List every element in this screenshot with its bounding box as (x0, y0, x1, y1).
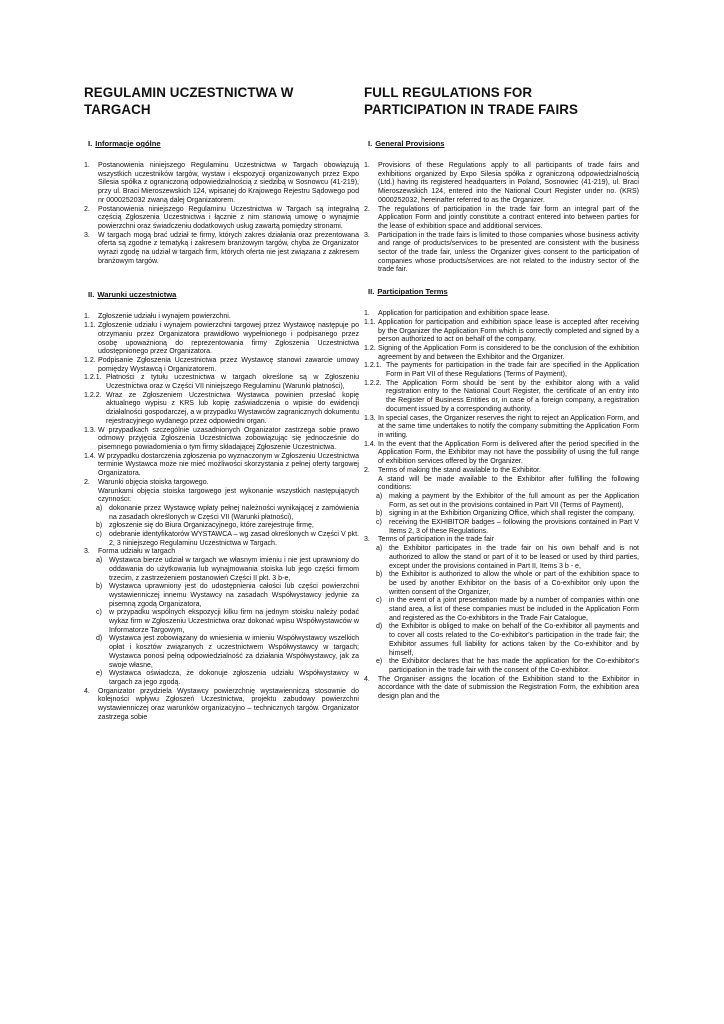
item-number: 2. (84, 478, 90, 486)
item-text: zgłoszenie się do Biura Organizacyjnego, które zarejestruje firmę, (109, 522, 314, 530)
participation-term-item (84, 670, 359, 687)
item-text: W przypadku dostarczenia zgłoszenia po wyznaczonym w Zgłoszeniu Uczestnictwa terminie Wystawca może nie mieć możliwości skorzystania z pełnej oferty targowej Organizatora. (98, 452, 359, 478)
item-number: c) (376, 519, 382, 527)
item-text: Wraz ze Zgłoszeniem Uczestnictwa Wystawca powinien przesłać kopię aktualnego wypisu z KRS lub kopię zaświadczenia o wpisie do ewidencji działalności gospodarczej, a w przypadku Wystawców zagranicznych dokumentu rejestracyjnego wydanego przez odpowiedni organ. (106, 391, 359, 425)
item-text: the Exhibitor is authorized to allow the whole or part of the exhibition space to be used by another Exhibitor on the basis of a Co-exhibitor only upon the written consent of the Organizer, (389, 571, 639, 596)
item-text: Wystawca uprawniony jest do udostępnienia całości lub części powierzchni wystawienniczej innemu Wystawcy na zasadach Współwystawcy jedynie za pisemną zgodą Organizatora, (109, 583, 359, 608)
participation-term-item (364, 380, 639, 415)
participation-term-item (84, 392, 359, 427)
item-text: Warunkami objęcia stoiska targowego jest wykonanie wszystkich następujących czynności: (98, 487, 359, 504)
item-number: e) (376, 658, 383, 666)
item-text: Forma udziału w targach (98, 548, 176, 556)
general-provisions-list (84, 162, 359, 266)
item-number: 3. (84, 548, 90, 556)
item-text: w przypadku wspólnych ekspozycji kilku firm na jednym stoisku należy podać wykaz firm w Zgłoszeniu Uczestnictwa oraz dokonać wpisu Współwystawców w Informatorze Targowym, (109, 609, 359, 634)
item-text: Terms of making the stand available to the Exhibitor. (378, 466, 541, 474)
participation-term-item (364, 658, 639, 675)
section-number: I. (368, 139, 373, 148)
item-text: Płatności z tytułu uczestnictwa w targach określone są w Zgłoszeniu Uczestnictwa oraz w Części VII niniejszego Regulaminu (Warunki płatności), (106, 374, 359, 391)
item-number: b) (96, 583, 103, 591)
participation-term-item (84, 453, 359, 479)
participation-term-item (364, 476, 639, 493)
item-text: Wystawca jest zobowiązany do wniesienia w imieniu Współwystawcy wszelkich opłat i kosztów związanych z uczestnictwem Współwystawcy w targach; Wystawca ponosi pełną odpowiedzialność za działania Współwystawcy, jak za swoje własne, (109, 635, 359, 669)
participation-term-item (84, 357, 359, 374)
item-number: a) (376, 545, 383, 553)
item-number: 1. (84, 313, 90, 321)
participation-term-item (84, 374, 359, 391)
item-number: b) (96, 522, 103, 530)
section-label: Informacje ogólne (95, 139, 161, 148)
section-number: II. (368, 287, 375, 297)
participation-term-item (84, 522, 359, 531)
item-text: dokonanie przez Wystawcę wpłaty pełnej należności wynikającej z zamówienia na zasadach określonych w Części VII (Warunki płatności), (109, 504, 359, 521)
participation-term-item (364, 623, 639, 658)
item-number: 1. (84, 162, 90, 169)
participation-term-item (364, 467, 639, 476)
item-text: In special cases, the Organizer reserves the right to reject an Application Form, and at the same time undertakes to notify the company submitting the Application Form in writing. (378, 414, 639, 439)
participation-term-item (84, 427, 359, 453)
participation-terms-list (84, 313, 359, 722)
item-number: b) (376, 571, 383, 579)
item-text: The payments for participation in the trade fair are specified in the Application Form in Part VII of these Regulations (Terms of Payment), (386, 362, 639, 379)
item-number: c) (376, 597, 382, 605)
item-number: a) (376, 492, 383, 500)
participation-term-item (364, 362, 639, 379)
item-number: 1.2.2. (84, 391, 102, 399)
item-number: e) (96, 670, 103, 678)
item-text: W targach mogą brać udział te firmy, których zakres działania oraz prezentowana oferta są zgodne z tematyką i zakresem branżowym targów, chyba że Organizator wyrazi zgodę na udział w targach firm, których oferta nie jest związana z zakresem branżowym targów. (98, 231, 359, 265)
item-number: c) (96, 609, 102, 617)
participation-term-item (364, 319, 639, 345)
item-text: the Exhibitor participates in the trade fair on his own behalf and is not authorized to allow the stand or part of it to be leased or used by third parties, except under the provisions contained in Part II, Items 3 b - e, (389, 545, 639, 570)
participation-term-item (84, 531, 359, 548)
item-number: 4. (364, 675, 370, 683)
item-text: Wystawca bierze udział w targach we własnym imieniu i nie jest uprawniony do oddawania do użytkowania lub wynajmowania stoiska lub jego części firmom trzecim, z zastrzeżeniem postanowień Części II pkt. 3 b-e, (109, 557, 359, 582)
item-number: 2. (364, 466, 370, 474)
item-number: 2. (364, 205, 370, 213)
title-line-2: TARGACH (84, 102, 151, 117)
item-text: Application for participation and exhibition space lease is accepted after receiving by the Organizer the Application Form which is correctly completed and signed by a person authorized to act on behalf of the company. (378, 318, 639, 344)
participation-term-item (364, 545, 639, 571)
title-line-1: REGULAMIN UCZESTNICTWA W (84, 85, 294, 100)
general-provision-item (364, 162, 639, 206)
participation-term-item (364, 597, 639, 623)
item-text: in the event of a joint presentation made by a number of companies within one stand area, a list of these companies must be included in the Application Form and registered as the Co-exhibitors in the Trade Fair Catalogue, (389, 597, 639, 622)
item-text: odebranie identyfikatorów WYSTAWCA – wg zasad określonych w Części V pkt. 2, 3 niniejszego Regulaminu Uczestnictwa w Targach. (109, 531, 359, 547)
item-number: a) (96, 557, 103, 565)
item-text: The Organiser assigns the location of the Exhibition stand to the Exhibitor in accordance with the date of submission the Registration Form, the exhibition area design plan and the (378, 675, 639, 701)
item-number: d) (96, 635, 103, 643)
item-number: 2. (84, 205, 90, 213)
item-number: 1.3. (364, 414, 376, 422)
participation-terms-list (364, 310, 639, 702)
item-text: the Exhibitor declares that he has made the application for the Co-exhibitor's participation in the trade fair with the consent of the Co-exhibitor. (389, 658, 639, 674)
document-title-pl (84, 84, 359, 118)
item-text: Postanowienia niniejszego Regulaminu Uczestnictwa w Targach są integralną częścią Zgłoszenia Uczestnictwa i łącznie z nim stanowią umowę o wynajmie powierzchni oraz świadczeniu dodatkowych usług zawartą pomiędzy stronami. (98, 205, 359, 230)
item-text: In the event that the Application Form is delivered after the period specified in the Application Form, the Exhibitor may not have the possibility of using the full range of exhibition services offered by the Organizer. (378, 440, 639, 466)
item-text: Zgłoszenie udziału i wynajem powierzchni targowej przez Wystawcę następuje po otrzymaniu przez Organizatora prawidłowo wypełnionego i podpisanego przez osobę upoważnioną do reprezentowania firmy Zgłoszenia Uczestnictwa udostępnionego przez Organizatora. (98, 322, 359, 356)
item-number: 1.3. (84, 426, 96, 434)
section-heading-participation (364, 287, 639, 296)
general-provision-item (364, 206, 639, 232)
item-number: 1.4. (364, 440, 376, 448)
participation-term-item (84, 688, 359, 723)
item-number: 1.1. (364, 318, 376, 326)
item-text: Podpisanie Zgłoszenia Uczestnictwa przez Wystawcę stanowi zawarcie umowy pomiędzy Wystawcą i Organizatorem. (98, 356, 359, 373)
item-text: Application for participation and exhibition space lease. (378, 310, 550, 318)
general-provision-item (84, 206, 359, 232)
item-number: 3. (84, 231, 90, 239)
item-text: The regulations of participation in the trade fair form an integral part of the Application Form and jointly constitute a contract entered into between parties for the lease of exhibition space and additional services. (378, 205, 639, 230)
item-number: 4. (84, 687, 90, 695)
section-heading-general (84, 139, 359, 148)
item-text: Organizator przydziela Wystawcy powierzchnię wystawienniczą stosownie do kolejności wpływu Zgłoszeń Uczestnictwa, projektu zabudowy powierzchni wystawienniczej oraz warunków organizacyjno – technicznych targów. Organizator zastrzega sobie (98, 687, 359, 721)
general-provision-item (84, 162, 359, 206)
item-number: 1.2. (364, 344, 376, 352)
section-heading-participation (84, 290, 359, 299)
item-text: signing in at the Exhibition Organizing Office, which shall register the company, (389, 510, 635, 518)
general-provision-item (364, 232, 639, 276)
section-number: I. (88, 139, 93, 148)
item-number: 1.2.1. (364, 362, 382, 370)
section-label: Warunki uczestnictwa (97, 290, 177, 300)
section-label: Participation Terms (377, 287, 448, 297)
item-text: making a payment by the Exhibitor of the full amount as per the Application Form, as set out in the provisions contained in Part VII (Terms of Payment), (389, 492, 639, 509)
participation-term-item (84, 322, 359, 357)
participation-term-item (84, 635, 359, 670)
item-text: receiving the EXHIBITOR badges – following the provisions contained in Part V Items 2, 3 of these Regulations. (389, 519, 639, 535)
item-text: W przypadkach szczególnie uzasadnionych Organizator zastrzega sobie prawo odmowy przyjęcia Zgłoszenia Uczestnictwa zobowiązując się jednocześnie do pisemnego powiadomienia o tym firmy składającej Zgłoszenie Uczestnictwa. (98, 426, 359, 451)
item-number: a) (96, 504, 103, 512)
item-number: b) (376, 510, 383, 518)
participation-term-item (84, 488, 359, 505)
participation-term-item (84, 548, 359, 557)
participation-term-item (84, 313, 359, 322)
title-line-1: FULL REGULATIONS FOR (364, 85, 533, 100)
participation-term-item (364, 571, 639, 597)
participation-term-item (364, 441, 639, 467)
item-text: Terms of participation in the trade fair (378, 536, 494, 544)
section-label: General Provisions (375, 139, 445, 148)
item-number: 1.2.1. (84, 374, 102, 382)
item-number: 3. (364, 536, 370, 544)
general-provisions-list (364, 162, 639, 275)
item-text: The Application Form should be sent by the exhibitor along with a valid registration entry to the National Court Register, the certificate of an entry into the Register of Business Entities or, in case of a foreign company, a registration document issued by a corresponding authority. (386, 379, 639, 413)
item-number: 1. (364, 162, 370, 169)
participation-term-item (84, 479, 359, 488)
participation-term-item (364, 676, 639, 702)
item-number: 1.2. (84, 356, 96, 364)
document-title-en (364, 84, 639, 118)
item-text: the Exhibitor is obliged to make on behalf of the Co-exhibitor all payments and to cover all costs related to the Co-exhibitor's participation in the trade fair; the Exhibitor assumes full liability for actions taken by the Co-exhibitor and by himself, (389, 623, 639, 657)
item-text: Postanowienia niniejszego Regulaminu Uczestnictwa w Targach obowiązują wszystkich uczestników targów, wystaw i ekspozycji organizowanych przez Expo Silesia spółka z ograniczoną odpowiedzialnością z siedzibą w Sosnowcu (41-219), przy ul. Braci Mieroszewskich 124, wpisanej do Krajowego Rejestru Sądowego pod nr 0000252032 zwaną dalej Organizatorem. (98, 162, 359, 204)
participation-term-item (84, 583, 359, 609)
item-number: d) (376, 623, 383, 631)
participation-term-item (364, 536, 639, 545)
item-number: 1.1. (84, 322, 96, 330)
section-number: II. (88, 290, 95, 300)
participation-term-item (364, 493, 639, 510)
item-text: Warunki objęcia stoiska targowego. (98, 478, 209, 486)
participation-term-item (84, 557, 359, 583)
participation-term-item (364, 415, 639, 441)
participation-term-item (364, 345, 639, 362)
general-provision-item (84, 232, 359, 267)
english-regulations-column (364, 84, 639, 702)
item-number: c) (96, 531, 102, 539)
participation-term-item (84, 609, 359, 635)
participation-term-item (364, 519, 639, 536)
item-text: A stand will be made available to the Exhibitor after fulfilling the following conditions: (378, 475, 639, 492)
participation-term-item (364, 310, 639, 319)
participation-term-item (84, 505, 359, 522)
item-number: 1.4. (84, 452, 96, 460)
section-heading-general (364, 139, 639, 148)
participation-term-item (364, 510, 639, 519)
item-text: Wystawca oświadcza, że dokonuje zgłoszenia udziału Współwystawcy w targach za jego zgodą. (109, 670, 359, 686)
title-line-2: PARTICIPATION IN TRADE FAIRS (364, 102, 579, 117)
item-number: 1. (364, 310, 370, 318)
item-text: Participation in the trade fairs is limited to those companies whose business activity and range of products/services to be presented are consistent with the business sector of the trade fair, unless the Organizer gives consent to the participation of companies whose products/services are not related to the industry sector of the trade fair. (378, 231, 639, 274)
item-text: Provisions of these Regulations apply to all participants of trade fairs and exhibitions organized by Expo Silesia spółka z ograniczoną odpowiedzialnością (Ltd.) having its registered headquarters in Poland, Sosnowiec (41-219), ul. Braci Mieroszewskich 124, entered into the National Court Register under no. (KRS) 0000252032, hereinafter referred to as the Organizer. (378, 162, 639, 204)
item-number: 3. (364, 231, 370, 239)
item-text: Zgłoszenie udziału i wynajem powierzchni. (98, 313, 231, 321)
polish-regulations-column (84, 84, 359, 722)
item-text: Signing of the Application Form is considered to be the conclusion of the exhibition agreement by and between the Exhibitor and the Organizer. (378, 344, 639, 361)
item-number: 1.2.2. (364, 379, 382, 387)
